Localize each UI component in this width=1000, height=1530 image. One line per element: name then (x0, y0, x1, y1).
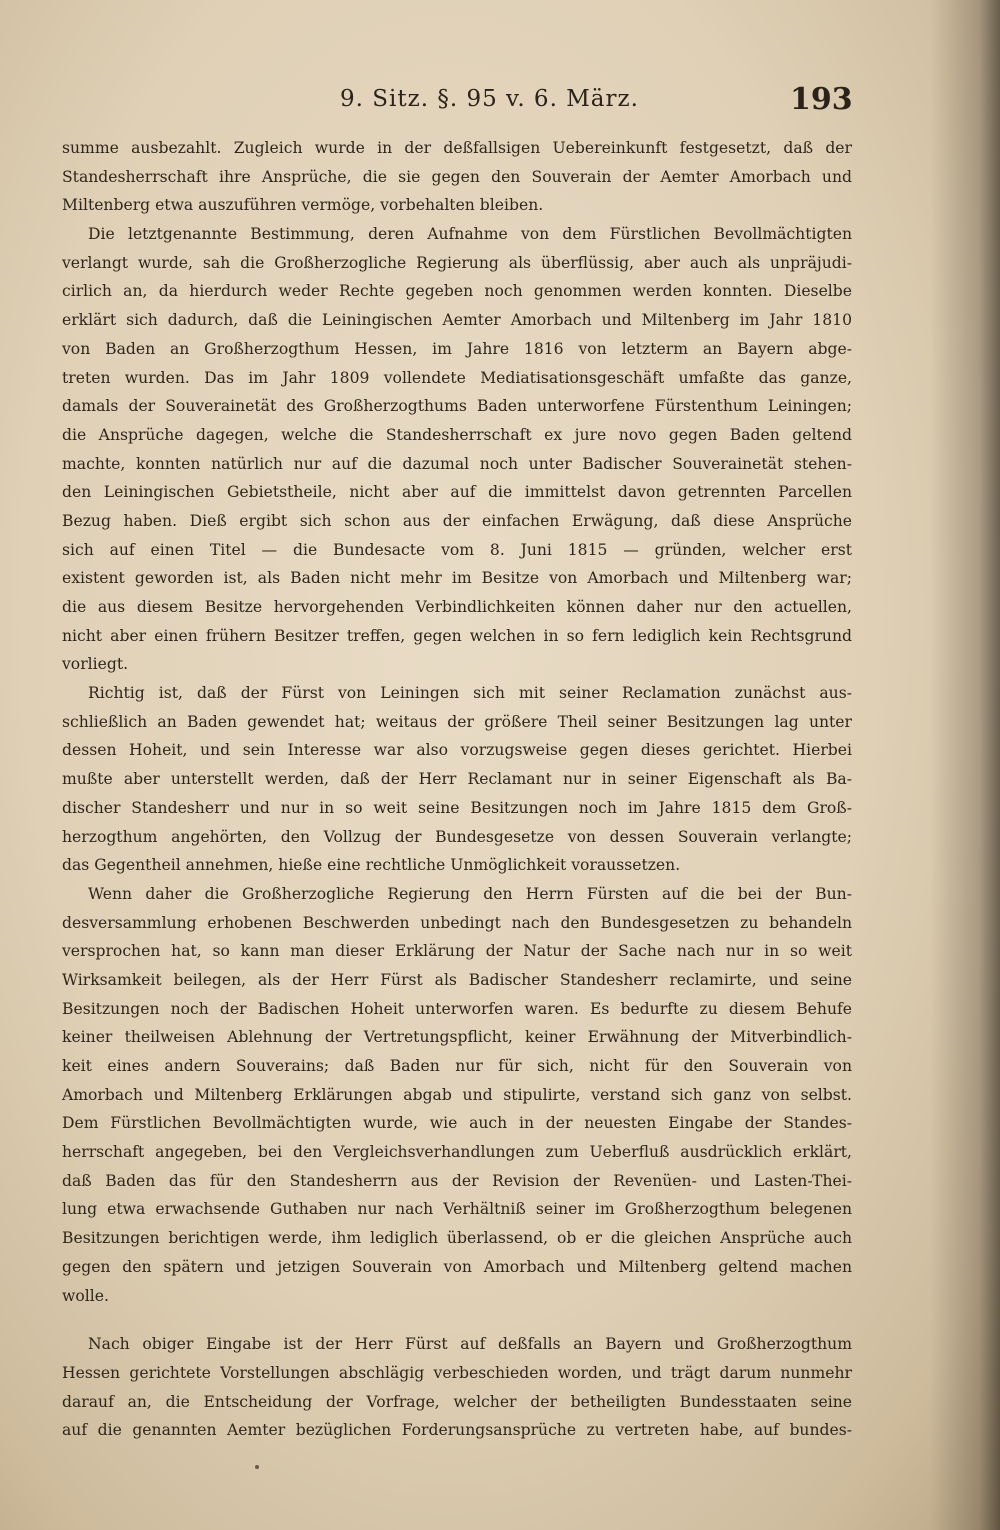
text-line: treten wurden. Das im Jahr 1809 vollendete Mediatisationsgeschäft umfaßte das ganze, (62, 368, 852, 387)
text-line: nicht aber einen frühern Besitzer treffen, gegen welchen in so fern lediglich kein Rechtsgrund (62, 626, 852, 645)
text-line: daß Baden das für den Standesherrn aus der Revision der Revenüen- und Lasten-Thei- (62, 1171, 852, 1190)
text-line: damals der Souverainetät des Großherzogthums Baden unterworfene Fürstenthum Leiningen; (62, 397, 852, 416)
text-line: versprochen hat, so kann man dieser Erklärung der Natur der Sache nach nur in so weit (62, 942, 852, 961)
text-line: Besitzungen berichtigen werde, ihm lediglich überlassend, ob er die gleichen Ansprüche auch (62, 1229, 852, 1248)
text-line: herzogthum angehörten, den Vollzug der Bundesgesetze von dessen Souverain verlangte; (62, 827, 852, 846)
text-line: desversammlung erhobenen Beschwerden unbedingt nach den Bundesgesetzen zu behandeln (62, 913, 852, 932)
text-line: machte, konnten natürlich nur auf die dazumal noch unter Badischer Souverainetät stehen- (62, 454, 852, 473)
text-line: Wenn daher die Großherzogliche Regierung den Herrn Fürsten auf die bei der Bun- (88, 884, 852, 903)
text-line: dessen Hoheit, und sein Interesse war also vorzugsweise gegen dieses gerichtet. Hierbei (62, 741, 852, 760)
paragraph-gap (62, 1310, 852, 1330)
page-number: 193 (790, 82, 853, 117)
text-line: sich auf einen Titel — die Bundesacte vom 8. Juni 1815 — gründen, welcher erst (62, 540, 852, 559)
text-line: Miltenberg etwa auszuführen vermöge, vorbehalten bleiben. (62, 196, 544, 215)
text-line: lung etwa erwachsende Guthaben nur nach Verhältniß seiner im Großherzogthum belegenen (62, 1200, 852, 1219)
text-line: herrschaft angegeben, bei den Vergleichsverhandlungen zum Ueberfluß ausdrücklich erklärt, (62, 1143, 852, 1162)
text-line: die aus diesem Besitze hervorgehenden Verbindlichkeiten können daher nur den actuellen, (62, 598, 852, 616)
text-line: den Leiningischen Gebietstheile, nicht aber auf die immittelst davon getrennten Parcellen (62, 483, 852, 502)
text-line: discher Standesherr und nur in so weit seine Besitzungen noch im Jahre 1815 dem Groß- (62, 798, 852, 817)
text-line: Die letztgenannte Bestimmung, deren Aufnahme von dem Fürstlichen Bevollmächtigten (88, 225, 852, 244)
text-line: das Gegentheil annehmen, hieße eine rechtliche Unmöglichkeit voraussetzen. (62, 856, 681, 875)
running-head: 9. Sitz. §. 95 v. 6. März. (340, 86, 639, 112)
text-line: Wirksamkeit beilegen, als der Herr Fürst als Badischer Standesherr reclamirte, und seine (62, 970, 852, 989)
text-line: vorliegt. (62, 655, 129, 674)
text-line: schließlich an Baden gewendet hat; weitaus der größere Theil seiner Besitzungen lag unter (62, 712, 852, 731)
text-line: existent geworden ist, als Baden nicht mehr im Besitze von Amorbach und Miltenberg war; (62, 569, 852, 588)
text-line: mußte aber unterstellt werden, daß der Herr Reclamant nur in seiner Eigenschaft als Ba- (62, 770, 852, 789)
ink-speck (255, 1465, 259, 1469)
text-line: Nach obiger Eingabe ist der Herr Fürst auf deßfalls an Bayern und Großherzogthum (88, 1335, 852, 1354)
text-line: die Ansprüche dagegen, welche die Standesherrschaft ex jure novo gegen Baden geltend (62, 425, 852, 444)
text-line: keiner theilweisen Ablehnung der Vertretungspflicht, keiner Erwähnung der Mitverbindlich- (62, 1028, 852, 1047)
text-line: darauf an, die Entscheidung der Vorfrage, welcher der betheiligten Bundesstaaten seine (62, 1392, 852, 1411)
text-line: auf die genannten Aemter bezüglichen Forderungsansprüche zu vertreten habe, auf bundes- (62, 1421, 852, 1440)
body-text (62, 134, 852, 1445)
page-edge-shadow (930, 0, 1000, 1530)
text-line: summe ausbezahlt. Zugleich wurde in der deßfallsigen Uebereinkunft festgesetzt, daß der (62, 139, 852, 157)
text-line: Dem Fürstlichen Bevollmächtigten wurde, wie auch in der neuesten Eingabe der Standes- (62, 1114, 852, 1133)
text-line: verlangt wurde, sah die Großherzogliche Regierung als überflüssig, aber auch als unpräjudi- (62, 253, 852, 272)
text-line: wolle. (62, 1286, 109, 1305)
text-line: Hessen gerichtete Vorstellungen abschlägig verbeschieden worden, und trägt darum nunmehr (62, 1363, 852, 1382)
text-line: gegen den spätern und jetzigen Souverain von Amorbach und Miltenberg geltend machen (62, 1257, 852, 1276)
text-line: Amorbach und Miltenberg Erklärungen abgab und stipulirte, verstand sich ganz von selbst. (62, 1085, 852, 1104)
text-line: Besitzungen noch der Badischen Hoheit unterworfen waren. Es bedurfte zu diesem Behufe (62, 999, 852, 1018)
text-line: Standesherrschaft ihre Ansprüche, die sie gegen den Souverain der Aemter Amorbach und (62, 167, 852, 186)
text-line: Richtig ist, daß der Fürst von Leiningen sich mit seiner Reclamation zunächst aus- (88, 684, 852, 703)
text-line: Bezug haben. Dieß ergibt sich schon aus der einfachen Erwägung, daß diese Ansprüche (62, 511, 852, 530)
text-line: keit eines andern Souverains; daß Baden nur für sich, nicht für den Souverain von (62, 1057, 852, 1075)
text-line: cirlich an, da hierdurch weder Rechte gegeben noch genommen werden konnten. Dieselbe (62, 282, 852, 301)
text-line: erklärt sich dadurch, daß die Leiningischen Aemter Amorbach und Miltenberg im Jahr 1810 (62, 311, 852, 330)
text-line: von Baden an Großherzogthum Hessen, im Jahre 1816 von letzterm an Bayern abge- (62, 339, 852, 358)
